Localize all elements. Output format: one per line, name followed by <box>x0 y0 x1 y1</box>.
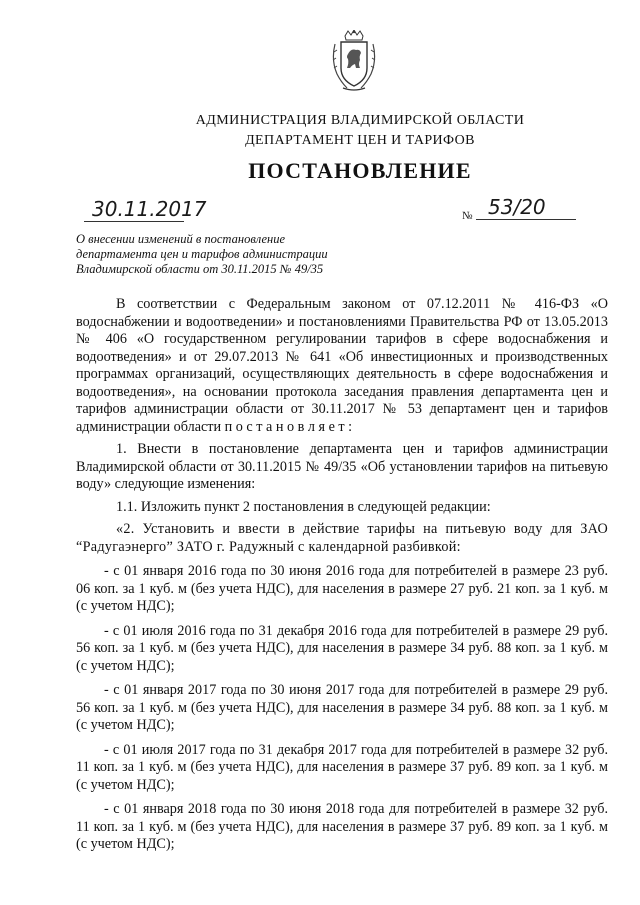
preamble-paragraph: В соответствии с Федеральным законом от 07.12.2011 № 416-ФЗ «О водоснабжении и водоотведении» и постановлениями Правительства РФ от 13.05.2013 № 406 «О государственном регулировании тарифов в сфере водоснабжения и водоотведения» и от 29.07.2013 № 641 «Об инвестиционных и производственных программах организаций, осуществляющих деятельность в сфере водоснабжения и водоотведения», на основании протокола заседания правления департамента цен и тарифов администрации области от 30.11.2017 № 53 департамент цен и тарифов администрации области п о с т а н о в л я е т : <box>76 296 608 435</box>
org-name: АДМИНИСТРАЦИЯ ВЛАДИМИРСКОЙ ОБЛАСТИ <box>195 113 525 128</box>
number-sign: № <box>462 210 473 222</box>
subject-line: О внесении изменений в постановление <box>76 232 286 246</box>
date-underline <box>84 221 184 222</box>
document-number: 53/20 <box>488 195 546 219</box>
document-body <box>76 296 608 856</box>
subject-line: Владимирской области от 30.11.2015 № 49/35 <box>76 262 324 276</box>
clause-1-1: 1.1. Изложить пункт 2 постановления в следующей редакции: <box>116 498 491 515</box>
tariff-item: - с 01 января 2016 года по 30 июня 2016 года для потребителей в размере 23 руб. 06 коп. за 1 куб. м (без учета НДС), для населения в размере 27 руб. 21 коп. за 1 куб. м (с учетом НДС); <box>76 563 608 614</box>
subject-line: департамента цен и тарифов администрации <box>76 247 328 261</box>
tariff-item: - с 01 января 2017 года по 30 июня 2017 года для потребителей в размере 29 руб. 56 коп. за 1 куб. м (без учета НДС), для населения в размере 34 руб. 88 коп. за 1 куб. м (с учетом НДС); <box>76 682 608 733</box>
tariff-item: - с 01 июля 2016 года по 31 декабря 2016 года для потребителей в размере 29 руб. 56 коп. за 1 куб. м (без учета НДС), для населения в размере 34 руб. 88 коп. за 1 куб. м (с учетом НДС); <box>76 622 608 674</box>
department-name: ДЕПАРТАМЕНТ ЦЕН И ТАРИФОВ <box>245 133 475 148</box>
document-subject <box>76 232 326 277</box>
tariff-item: - с 01 января 2018 года по 30 июня 2018 года для потребителей в размере 32 руб. 11 коп. за 1 куб. м (без учета НДС), для населения в размере 37 руб. 89 коп. за 1 куб. м (с учетом НДС); <box>76 801 608 852</box>
clause-2: «2. Установить и ввести в действие тарифы на питьевую воду для ЗАО “Радугаэнерго” ЗАТО г. Радужный с календарной разбивкой: <box>76 521 608 555</box>
document-title: ПОСТАНОВЛЕНИЕ <box>248 158 472 183</box>
document-date: 30.11.2017 <box>92 197 207 221</box>
clause-1: 1. Внести в постановление департамента цен и тарифов администрации Владимирской области от 30.11.2015 № 49/35 «Об установлении тарифов на питьевую воду» следующие изменения: <box>76 441 608 492</box>
number-underline <box>476 219 576 220</box>
tariff-item: - с 01 июля 2017 года по 31 декабря 2017 года для потребителей в размере 32 руб. 11 коп. за 1 куб. м (без учета НДС), для населения в размере 37 руб. 89 коп. за 1 куб. м (с учетом НДС); <box>76 741 608 793</box>
coat-of-arms-icon <box>331 30 377 92</box>
